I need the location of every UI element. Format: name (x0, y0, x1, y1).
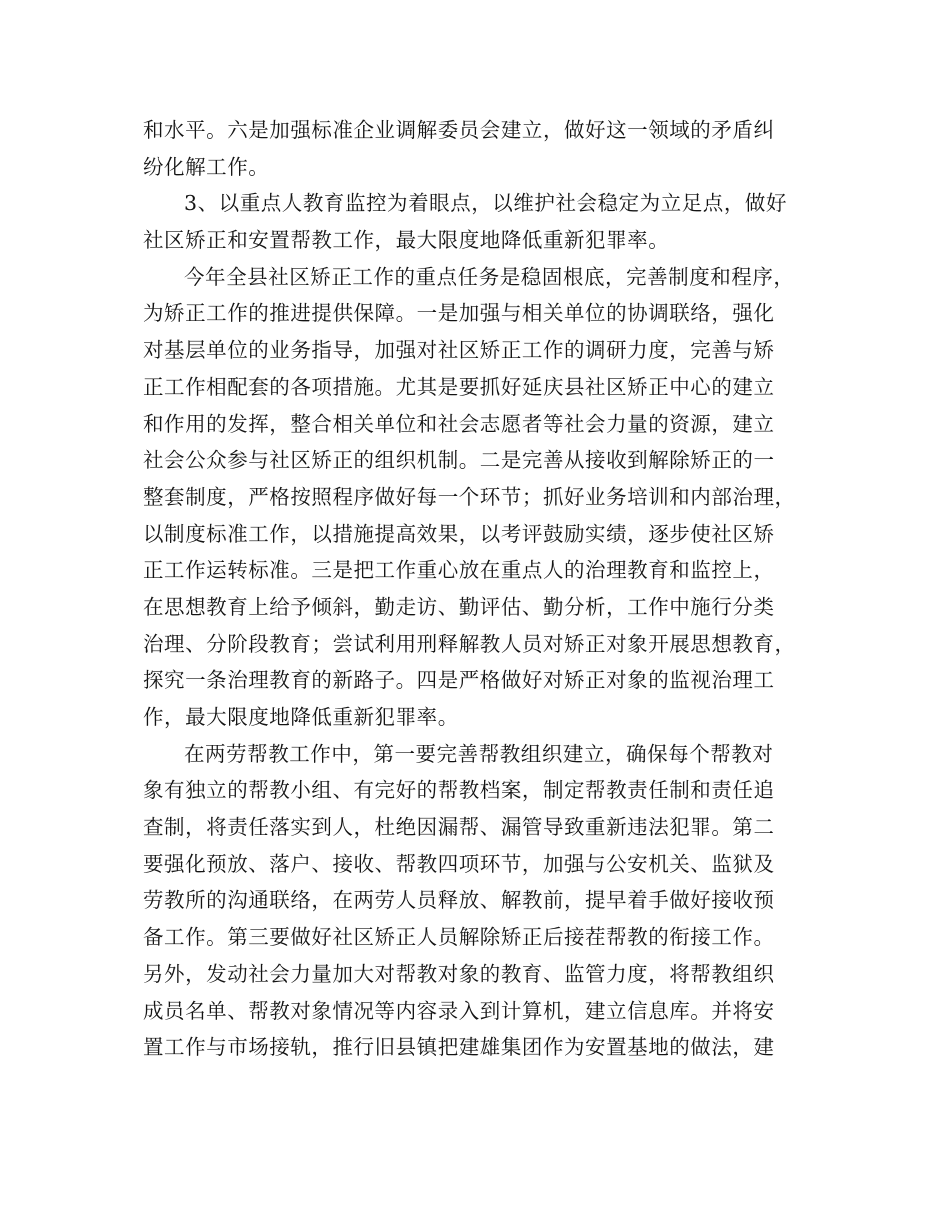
text-line: 查制，将责任落实到人，杜绝因漏帮、漏管导致重新违法犯罪。第二 (143, 815, 775, 840)
text-line: 今年全县社区矫正工作的重点任务是稳固根底，完善制度和程序， (184, 264, 795, 289)
text-line: 正工作相配套的各项措施。尤其是要抓好延庆县社区矫正中心的建立 (143, 374, 775, 399)
text-line: 要强化预放、落户、接收、帮教四项环节，加强与公安机关、监狱及 (143, 851, 775, 876)
text-line: 作，最大限度地降低重新犯罪率。 (143, 705, 459, 729)
text-line: 对基层单位的业务指导，加强对社区矫正工作的调研力度，完善与矫 (143, 338, 775, 363)
text-line: 劳教所的沟通联络，在两劳人员释放、解教前，提早着手做好接收预 (143, 888, 775, 913)
text-line: 整套制度，严格按照程序做好每一个环节；抓好业务培训和内部治理， (143, 484, 796, 509)
text-line: 和水平。六是加强标准企业调解委员会建立，做好这一领域的矛盾纠 (143, 118, 775, 142)
text-line: 成员名单、帮教对象情况等内容录入到计算机，建立信息库。并将安 (143, 998, 775, 1023)
text-line: 另外，发动社会力量加大对帮教对象的教育、监管力度，将帮教组织 (143, 961, 775, 986)
document-body (143, 112, 813, 1066)
text-line: 社会公众参与社区矫正的组织机制。二是完善从接收到解除矫正的一 (143, 448, 775, 473)
text-line: 置工作与市场接轨，推行旧县镇把建雄集团作为安置基地的做法，建 (143, 1035, 775, 1060)
text-line: 象有独立的帮教小组、有完好的帮教档案，制定帮教责任制和责任追 (143, 778, 775, 803)
text-line: 社区矫正和安置帮教工作，最大限度地降低重新犯罪率。 (143, 228, 670, 253)
text-line: 纷化解工作。 (143, 154, 270, 179)
text-line: 3、以重点人教育监控为着眼点，以维护社会稳定为立足点，做好 (184, 191, 787, 216)
text-line: 以制度标准工作，以措施提高效果，以考评鼓励实绩，逐步使社区矫 (143, 521, 775, 546)
text-line: 为矫正工作的推进提供保障。一是加强与相关单位的协调联络，强化 (143, 301, 775, 326)
text-line: 备工作。第三要做好社区矫正人员解除矫正后接茬帮教的衔接工作。 (143, 925, 775, 950)
text-line: 治理、分阶段教育；尝试利用刑释解教人员对矫正对象开展思想教育， (143, 631, 796, 656)
text-line: 正工作运转标准。三是把工作重心放在重点人的治理教育和监控上， (143, 558, 775, 583)
text-line: 和作用的发挥，整合相关单位和社会志愿者等社会力量的资源，建立 (143, 411, 775, 436)
text-line: 在两劳帮教工作中，第一要完善帮教组织建立，确保每个帮教对 (184, 741, 774, 766)
text-line: 探究一条治理教育的新路子。四是严格做好对矫正对象的监视治理工 (143, 668, 775, 693)
text-line: 在思想教育上给予倾斜，勤走访、勤评估、勤分析，工作中施行分类 (143, 594, 775, 619)
